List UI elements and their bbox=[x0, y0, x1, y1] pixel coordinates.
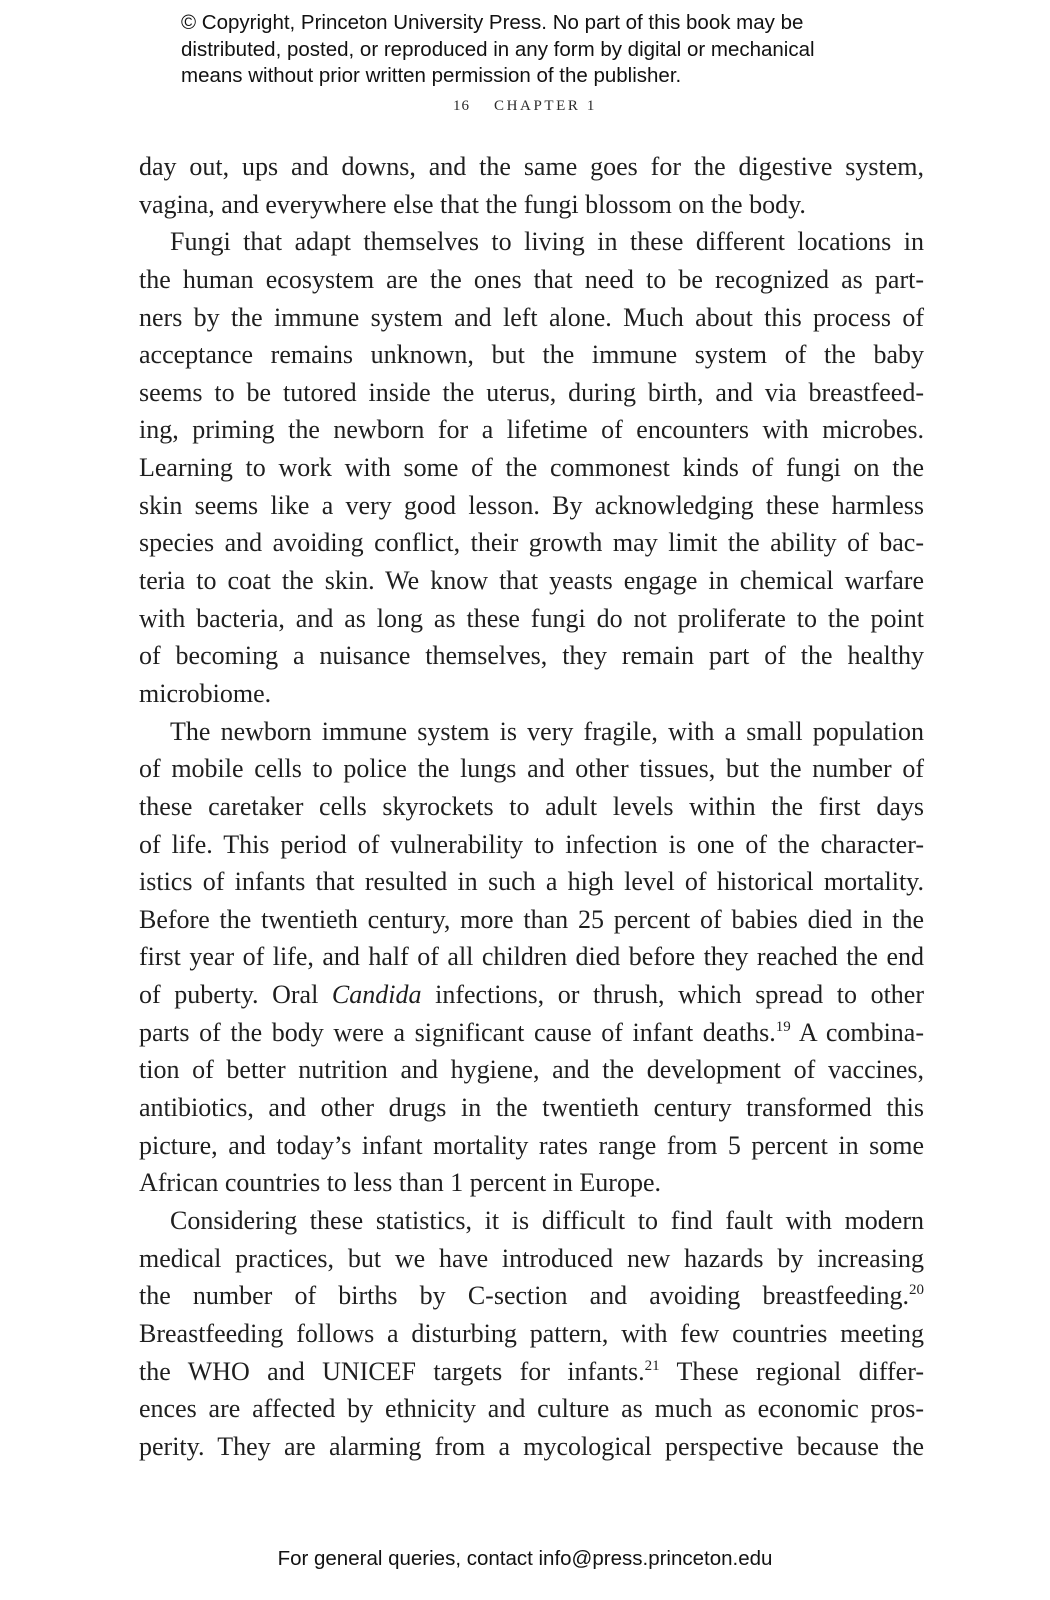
chapter-label: CHAPTER 1 bbox=[494, 98, 597, 114]
text-line bbox=[139, 1353, 924, 1391]
text-line: of life. This period of vulnerability to infection is one of the character- bbox=[139, 829, 924, 859]
text-line: ners by the immune system and left alone. Much about this process of bbox=[139, 302, 924, 332]
text-run: infections, or thrush, which spread to other bbox=[421, 980, 924, 1010]
text-line: ing, priming the newborn for a lifetime of encounters with microbes. bbox=[139, 415, 924, 445]
paragraph-start-line: The newborn immune system is very fragile, with a small population bbox=[170, 716, 924, 746]
copyright-notice bbox=[181, 10, 881, 90]
text-run: A combina- bbox=[790, 1017, 925, 1047]
text-line: seems to be tutored inside the uterus, during birth, and via breastfeed- bbox=[139, 377, 924, 407]
text-line: picture, and today’s infant mortality rates range from 5 percent in some bbox=[139, 1130, 924, 1160]
text-line: antibiotics, and other drugs in the twentieth century transformed this bbox=[139, 1093, 924, 1123]
text-line bbox=[139, 976, 924, 1014]
text-run: parts of the body were a significant cause of infant deaths. bbox=[139, 1017, 776, 1047]
footnote-ref-21[interactable]: 21 bbox=[644, 1357, 660, 1374]
text-line: with bacteria, and as long as these fungi do not proliferate to the point bbox=[139, 603, 924, 633]
text-line: first year of life, and half of all children died before they reached the end bbox=[139, 942, 924, 972]
text-run: of puberty. Oral bbox=[139, 980, 332, 1010]
copyright-line: © Copyright, Princeton University Press. No part of this book may be bbox=[181, 11, 804, 34]
text-line: the human ecosystem are the ones that need to be recognized as part- bbox=[139, 264, 924, 294]
text-run: the number of births by C-section and avoiding breastfeeding. bbox=[139, 1281, 909, 1311]
text-line bbox=[139, 1014, 924, 1052]
text-line: tion of better nutrition and hygiene, and the development of vaccines, bbox=[139, 1055, 924, 1085]
text-line: day out, ups and downs, and the same goes for the digestive system, bbox=[139, 152, 924, 181]
text-run: These regional differ- bbox=[659, 1356, 924, 1386]
text-line: these caretaker cells skyrockets to adult levels within the first days bbox=[139, 791, 924, 821]
page-number: 16 bbox=[453, 98, 470, 114]
copyright-line: distributed, posted, or reproduced in any form by digital or mechanical bbox=[181, 37, 815, 61]
text-line: Before the twentieth century, more than 25 percent of babies died in the bbox=[139, 904, 924, 934]
text-line: species and avoiding conflict, their growth may limit the ability of bac- bbox=[139, 528, 924, 558]
text-line: medical practices, but we have introduced new hazards by increasing bbox=[139, 1243, 924, 1273]
text-line: skin seems like a very good lesson. By acknowledging these harmless bbox=[139, 490, 924, 520]
text-line: of becoming a nuisance themselves, they remain part of the healthy bbox=[139, 641, 924, 671]
text-line: Learning to work with some of the commonest kinds of fungi on the bbox=[139, 453, 924, 483]
paragraph-start-line: Considering these statistics, it is difficult to find fault with modern bbox=[170, 1205, 924, 1235]
text-line: vagina, and everywhere else that the fungi blossom on the body. bbox=[139, 189, 806, 219]
text-line: microbiome. bbox=[139, 678, 272, 708]
text-line: acceptance remains unknown, but the immune system of the baby bbox=[139, 340, 924, 370]
paragraph-start-line: Fungi that adapt themselves to living in these different locations in bbox=[170, 227, 924, 257]
footnote-ref-19[interactable]: 19 bbox=[775, 1018, 791, 1035]
footer-text: For general queries, contact info@press.princeton.edu bbox=[277, 1547, 773, 1570]
running-head bbox=[0, 98, 1050, 115]
text-line: of mobile cells to police the lungs and other tissues, but the number of bbox=[139, 754, 924, 784]
text-line: perity. They are alarming from a mycological perspective because the bbox=[139, 1431, 924, 1461]
text-run: the WHO and UNICEF targets for infants. bbox=[139, 1356, 645, 1386]
text-line: African countries to less than 1 percent in Europe. bbox=[139, 1168, 661, 1198]
contact-footer bbox=[0, 1547, 1050, 1571]
text-line bbox=[139, 1277, 924, 1315]
footnote-ref-20[interactable]: 20 bbox=[909, 1282, 924, 1299]
text-line: Breastfeeding follows a disturbing pattern, with few countries meeting bbox=[139, 1318, 924, 1348]
body-text bbox=[139, 148, 924, 1465]
text-line: istics of infants that resulted in such a high level of historical mortality. bbox=[139, 867, 924, 897]
text-line: teria to coat the skin. We know that yeasts engage in chemical warfare bbox=[139, 566, 924, 596]
italic-taxon: Candida bbox=[331, 980, 422, 1010]
text-line: ences are affected by ethnicity and culture as much as economic pros- bbox=[139, 1394, 924, 1424]
copyright-line: means without prior written permission of the publisher. bbox=[181, 64, 682, 87]
